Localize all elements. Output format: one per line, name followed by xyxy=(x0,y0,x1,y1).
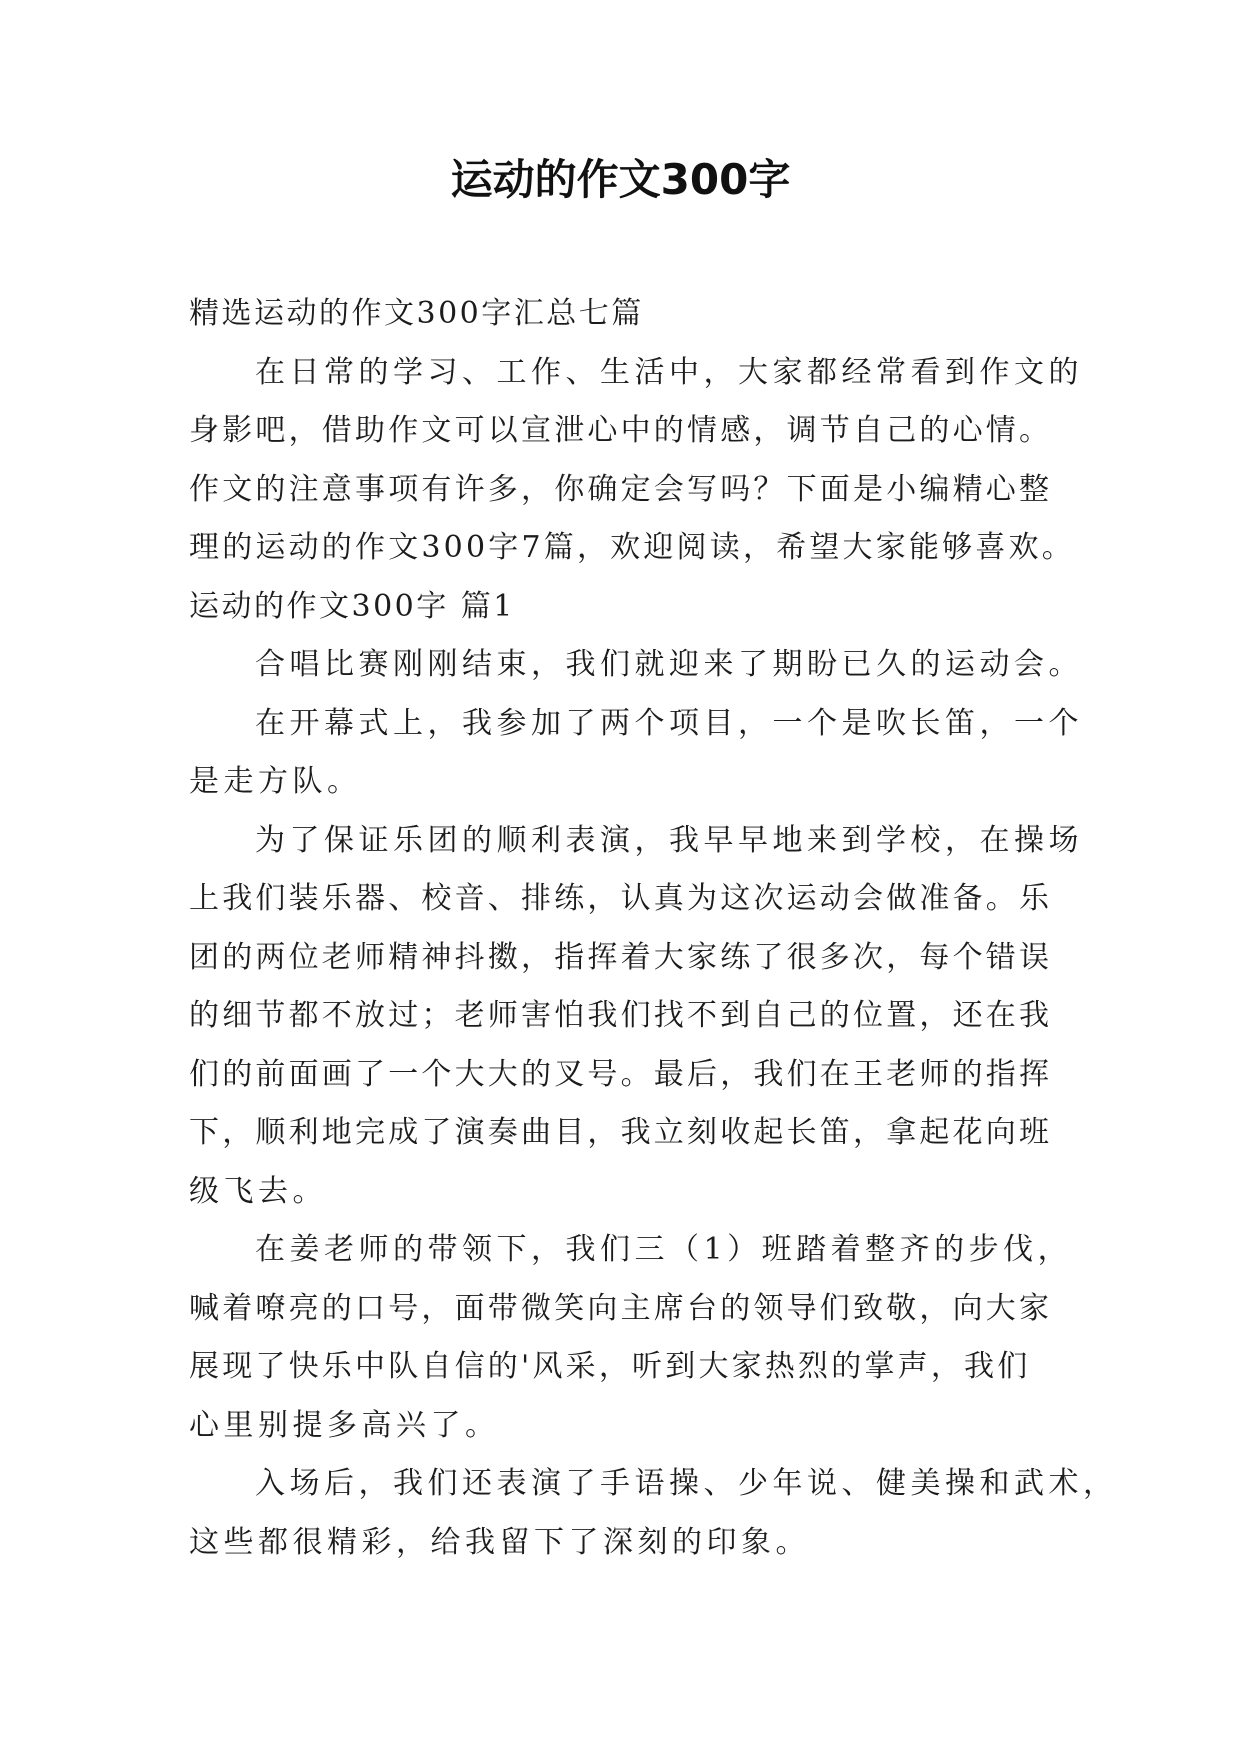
paragraph-line: 上我们装乐器、校音、排练，认真为这次运动会做准备。乐 xyxy=(189,881,1053,916)
document-body xyxy=(189,285,1118,1572)
paragraph-line: 心里别提多高兴了。 xyxy=(189,1407,500,1443)
paragraph-line: 下，顺利地完成了演奏曲目，我立刻收起长笛，拿起花向班 xyxy=(189,1115,1053,1150)
paragraph-line: 入场后，我们还表演了手语操、少年说、健美操和武术， xyxy=(255,1466,1118,1501)
paragraph-line: 展现了快乐中队自信的'风采，听到大家热烈的掌声，我们 xyxy=(189,1349,1031,1384)
paragraph-line: 合唱比赛刚刚结束，我们就迎来了期盼已久的运动会。 xyxy=(255,647,1083,682)
document-title: 运动的作文300字 xyxy=(450,155,791,204)
paragraph-line: 团的两位老师精神抖擞，指挥着大家练了很多次，每个错误 xyxy=(189,939,1053,975)
paragraph-line: 的细节都不放过；老师害怕我们找不到自己的位置，还在我 xyxy=(189,998,1053,1033)
paragraph-line: 身影吧，借助作文可以宣泄心中的情感，调节自己的心情。 xyxy=(189,413,1053,448)
paragraph-line: 这些都很精彩，给我留下了深刻的印象。 xyxy=(189,1524,810,1560)
section-heading: 精选运动的作文300字汇总七篇 xyxy=(189,296,644,331)
paragraph-line: 在日常的学习、工作、生活中，大家都经常看到作文的 xyxy=(255,354,1083,390)
paragraph-line: 作文的注意事项有许多，你确定会写吗？下面是小编精心整 xyxy=(189,471,1053,507)
paragraph-line: 为了保证乐团的顺利表演，我早早地来到学校，在操场 xyxy=(255,822,1083,858)
paragraph-line: 们的前面画了一个大大的叉号。最后，我们在王老师的指挥 xyxy=(189,1056,1053,1092)
paragraph-line: 在开幕式上，我参加了两个项目，一个是吹长笛，一个 xyxy=(255,705,1083,741)
paragraph-line: 在姜老师的带领下，我们三（1）班踏着整齐的步伐， xyxy=(255,1232,1073,1267)
paragraph-line: 喊着嘹亮的口号，面带微笑向主席台的领导们致敬，向大家 xyxy=(189,1290,1053,1326)
paragraph-line: 理的运动的作文300字7篇，欢迎阅读，希望大家能够喜欢。 xyxy=(189,530,1075,565)
paragraph-line: 是走方队。 xyxy=(189,764,362,799)
paragraph-line: 级飞去。 xyxy=(189,1173,327,1209)
section-heading: 运动的作文300字 篇1 xyxy=(189,588,515,624)
